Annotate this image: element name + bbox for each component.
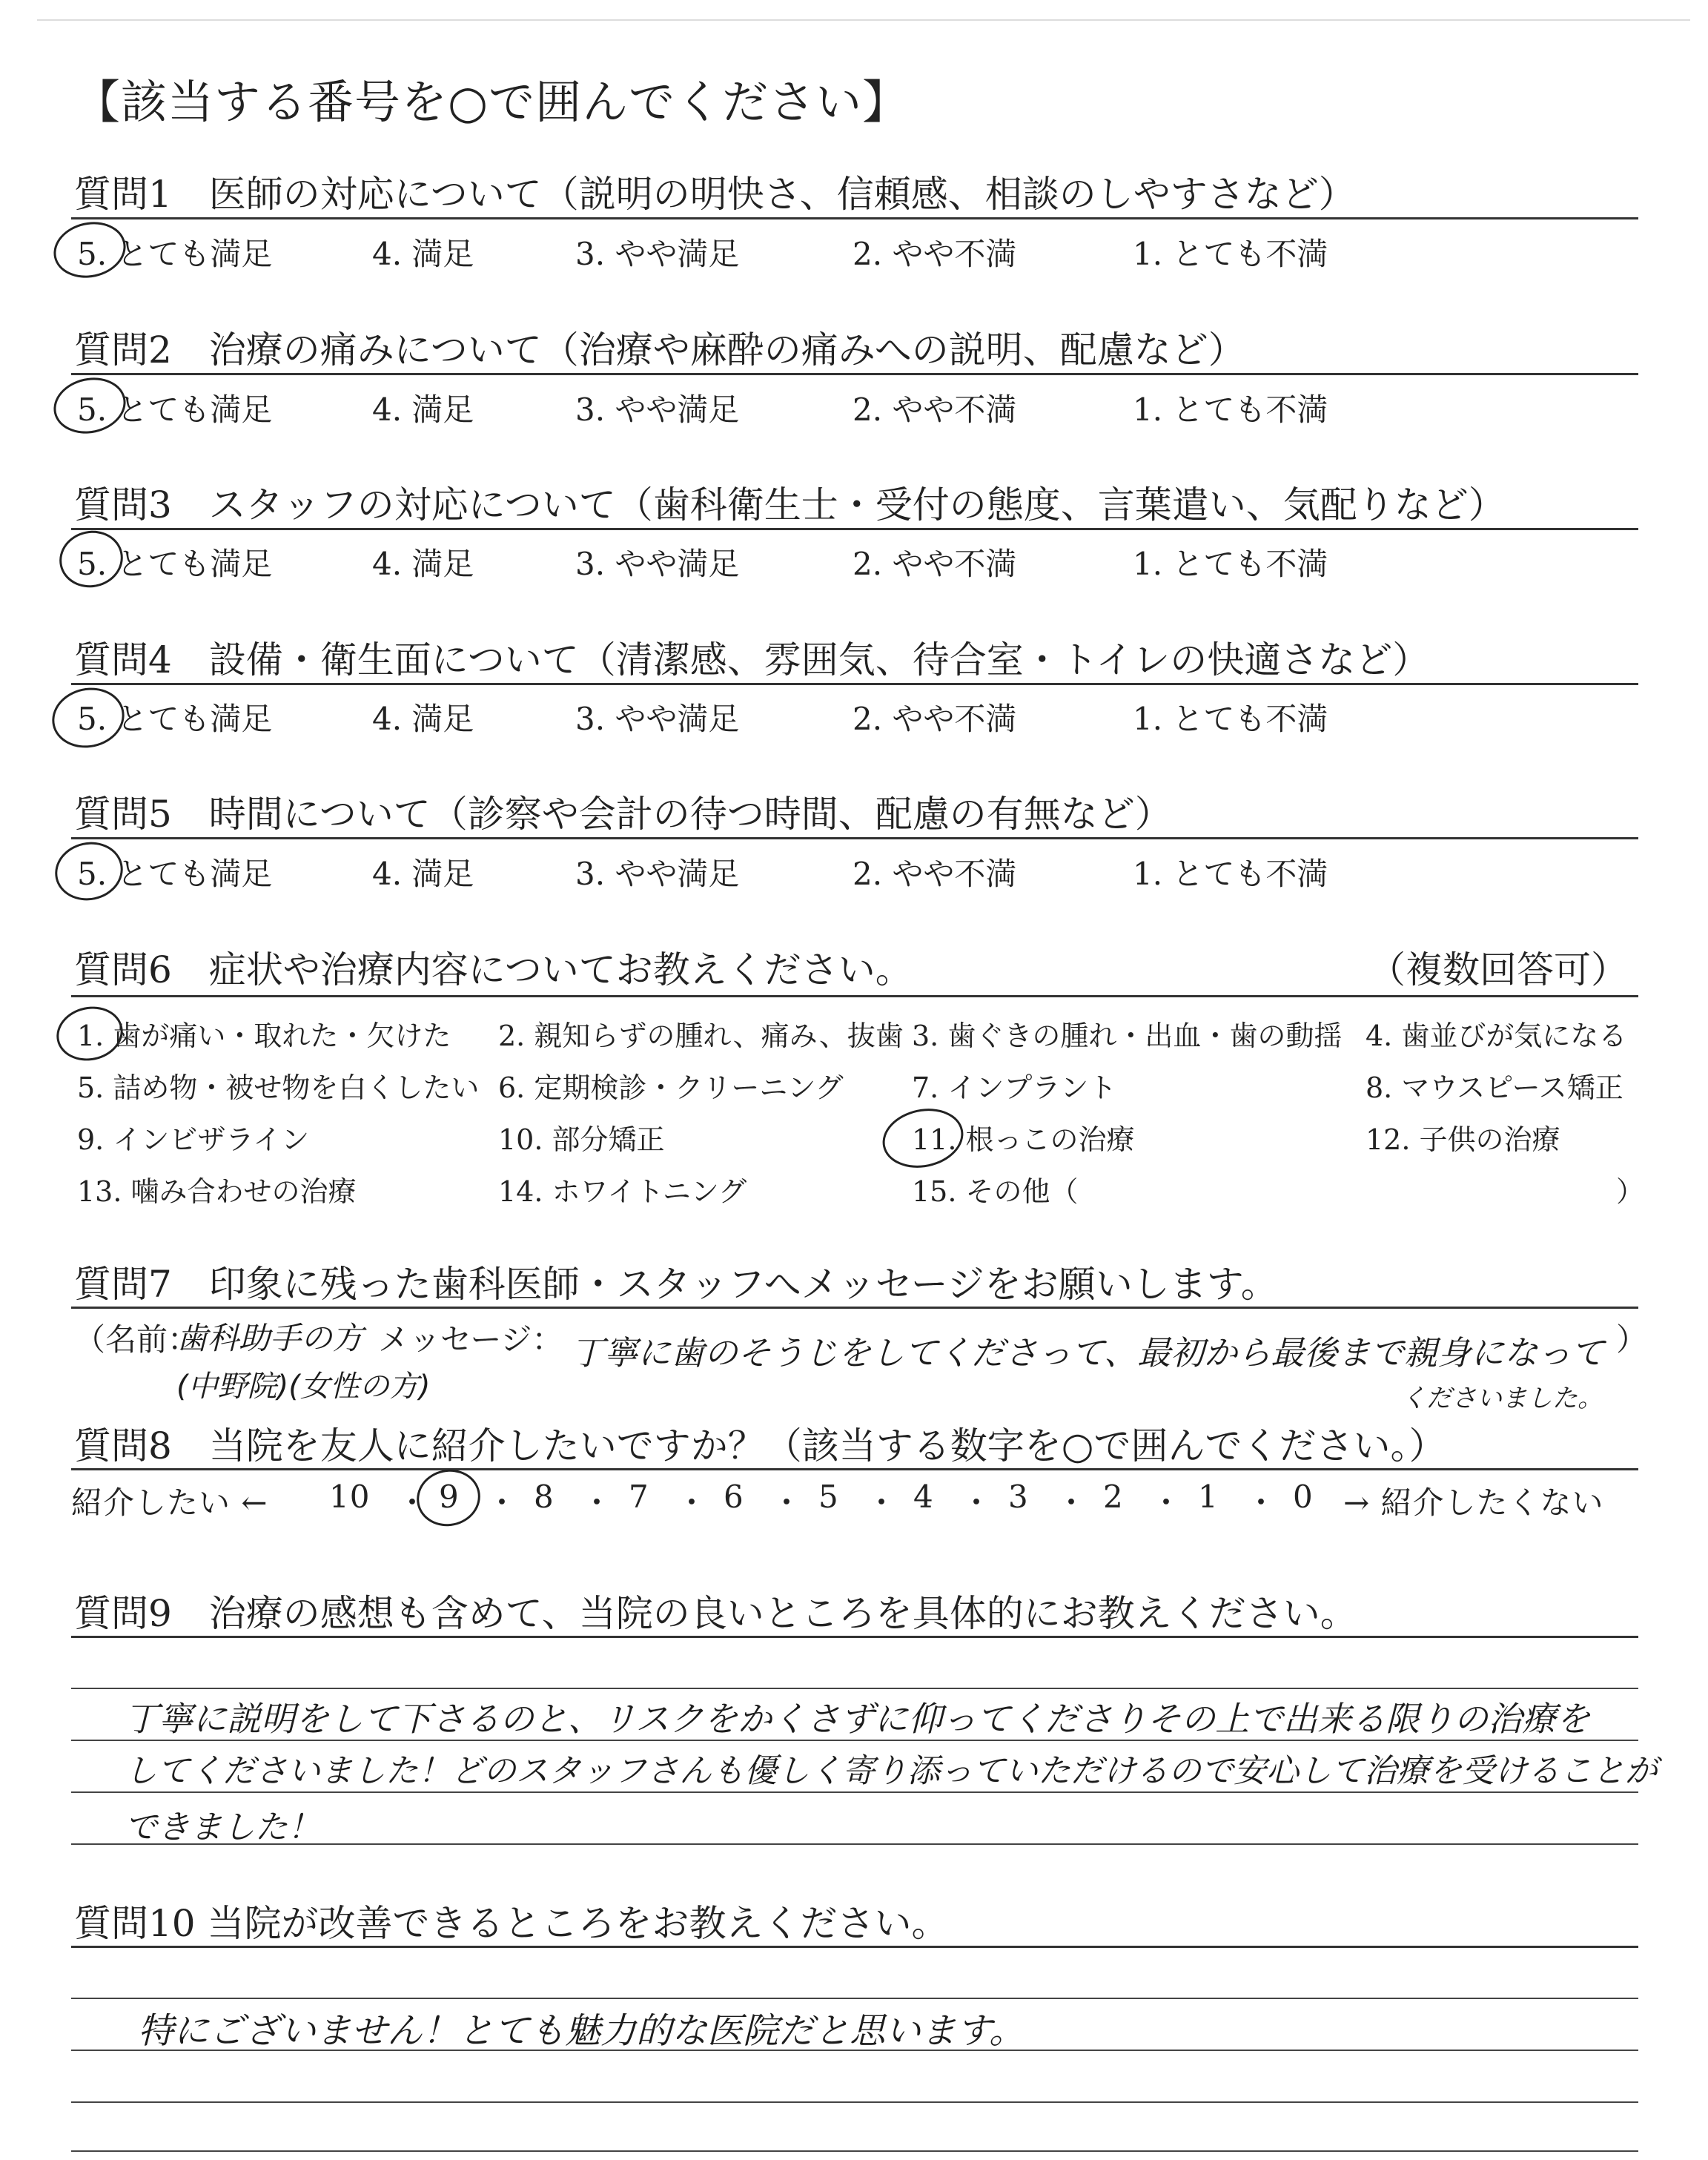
q3-option-1[interactable]: 1. とても不満	[1133, 546, 1328, 582]
q8-scale-5[interactable]: 5	[818, 1479, 839, 1515]
q9-writing-line	[71, 1791, 1638, 1793]
question-10-title: 質問10 当院が改善できるところをお教えください。	[74, 1902, 949, 1945]
q8-dot: ・	[1151, 1484, 1183, 1521]
q8-scale-10[interactable]: 10	[329, 1479, 371, 1515]
q4-option-5[interactable]: 5. とても満足	[77, 701, 273, 737]
q4-option-4[interactable]: 4. 満足	[372, 701, 474, 737]
q1-option-1[interactable]: 1. とても不満	[1133, 236, 1328, 272]
question-1-rule	[71, 217, 1638, 219]
q6-option-8[interactable]: 8. マウスピース矯正	[1366, 1071, 1623, 1104]
q1-option-5[interactable]: 5. とても満足	[77, 236, 273, 272]
q1-option-3[interactable]: 3. やや満足	[575, 236, 740, 272]
question-2-rule	[71, 373, 1638, 375]
q7-message-handwriting-2: くださいました。	[1401, 1384, 1603, 1413]
q4-option-3[interactable]: 3. やや満足	[575, 701, 740, 737]
question-3-title: 質問3 スタッフの対応について（歯科衛生士・受付の態度、言葉遣い、気配りなど）	[74, 483, 1506, 526]
question-10-rule	[71, 1946, 1638, 1948]
q8-scale-1[interactable]: 1	[1198, 1479, 1219, 1515]
q8-right-label: → 紹介したくない	[1343, 1484, 1604, 1521]
question-7-rule	[71, 1307, 1638, 1309]
q8-scale-9[interactable]: 9	[439, 1479, 460, 1515]
q6-option-11[interactable]: 11. 根っこの治療	[912, 1123, 1135, 1156]
q9-writing-line	[71, 1688, 1638, 1689]
question-1-title: 質問1 医師の対応について（説明の明快さ、信頼感、相談のしやすさなど）	[74, 173, 1356, 216]
form-header: 【該当する番号を○で囲んでください】	[74, 75, 910, 129]
question-6-title: 質問6 症状や治療内容についてお教えください。	[74, 948, 913, 991]
q8-dot: ・	[676, 1484, 709, 1521]
q5-option-4[interactable]: 4. 満足	[372, 856, 474, 892]
q6-option-7[interactable]: 7. インプラント	[912, 1071, 1117, 1104]
q6-option-2[interactable]: 2. 親知らずの腫れ、痛み、抜歯	[498, 1020, 904, 1052]
question-4-title: 質問4 設備・衛生面について（清潔感、雰囲気、待合室・トイレの快適さなど）	[74, 638, 1430, 681]
q6-option-5[interactable]: 5. 詰め物・被せ物を白くしたい	[77, 1071, 480, 1104]
q2-option-1[interactable]: 1. とても不満	[1133, 392, 1328, 428]
q1-option-4[interactable]: 4. 満足	[372, 236, 474, 272]
q7-message-label: メッセージ：	[378, 1321, 563, 1358]
q6-selection-circle-1	[51, 1000, 128, 1066]
question-5-rule	[71, 837, 1638, 839]
q2-option-4[interactable]: 4. 満足	[372, 392, 474, 428]
q4-selection-circle	[47, 681, 130, 755]
q7-close-paren: ）	[1616, 1321, 1648, 1358]
q8-scale-6[interactable]: 6	[724, 1479, 744, 1515]
q6-other-close-paren: ）	[1616, 1175, 1645, 1208]
q8-scale-4[interactable]: 4	[913, 1479, 934, 1515]
q9-answer-line-2: してくださいました！どのスタッフさんも優しく寄り添っていただけるので安心して治療を受けることが	[125, 1752, 1658, 1790]
q4-option-2[interactable]: 2. やや不満	[853, 701, 1017, 737]
q8-dot: ・	[771, 1484, 804, 1521]
q9-answer-line-3: できました！	[125, 1809, 320, 1846]
q6-option-12[interactable]: 12. 子供の治療	[1366, 1123, 1560, 1156]
question-8-rule	[71, 1468, 1638, 1470]
q7-name-handwriting-1: 歯科助手の方	[176, 1320, 364, 1356]
q6-option-10[interactable]: 10. 部分矯正	[498, 1123, 665, 1156]
q5-option-2[interactable]: 2. やや不満	[853, 856, 1017, 892]
q5-selection-circle	[50, 836, 128, 906]
q7-message-handwriting-1: 丁寧に歯のそうじをしてくださって、最初から最後まで親身になって	[571, 1333, 1605, 1373]
q10-writing-line	[71, 2150, 1638, 2152]
q2-option-3[interactable]: 3. やや満足	[575, 392, 740, 428]
q8-dot: ・	[1245, 1484, 1278, 1521]
q6-option-14[interactable]: 14. ホワイトニング	[498, 1175, 747, 1208]
q7-name-label: （名前：	[74, 1321, 199, 1358]
q8-scale-2[interactable]: 2	[1103, 1479, 1124, 1515]
q3-option-5[interactable]: 5. とても満足	[77, 546, 273, 582]
q8-scale-8[interactable]: 8	[534, 1479, 555, 1515]
question-9-title: 質問9 治療の感想も含めて、当院の良いところを具体的にお教えください。	[74, 1592, 1357, 1635]
question-5-title: 質問5 時間について（診察や会計の待つ時間、配慮の有無など）	[74, 793, 1172, 836]
q5-option-5[interactable]: 5. とても満足	[77, 856, 273, 892]
q3-option-3[interactable]: 3. やや満足	[575, 546, 740, 582]
question-9-rule	[71, 1636, 1638, 1638]
q8-dot: ・	[866, 1484, 898, 1521]
q5-option-3[interactable]: 3. やや満足	[575, 856, 740, 892]
q4-option-1[interactable]: 1. とても不満	[1133, 701, 1328, 737]
q8-dot: ・	[581, 1484, 614, 1521]
q7-name-handwriting-2: (中野院)(女性の方)	[176, 1370, 431, 1404]
question-8-title: 質問8 当院を友人に紹介したいですか？（該当する数字を○で囲んでください。）	[74, 1424, 1446, 1467]
q6-option-13[interactable]: 13. 噛み合わせの治療	[77, 1175, 357, 1208]
q6-option-4[interactable]: 4. 歯並びが気になる	[1366, 1020, 1627, 1052]
q6-option-9[interactable]: 9. インビザライン	[77, 1123, 310, 1156]
q3-option-4[interactable]: 4. 満足	[372, 546, 474, 582]
question-2-title: 質問2 治療の痛みについて（治療や麻酔の痛みへの説明、配慮など）	[74, 328, 1245, 371]
q6-selection-circle-11	[877, 1101, 969, 1175]
q6-option-15[interactable]: 15. その他（	[912, 1175, 1079, 1208]
q8-dot: ・	[1056, 1484, 1088, 1521]
question-4-rule	[71, 683, 1638, 685]
question-6-note: （複数回答可）	[1368, 948, 1628, 991]
q6-option-6[interactable]: 6. 定期検診・クリーニング	[498, 1071, 844, 1104]
q8-dot: ・	[961, 1484, 993, 1521]
q10-writing-line	[71, 2101, 1638, 2103]
q10-writing-line	[71, 1998, 1638, 1999]
q8-scale-0[interactable]: 0	[1293, 1479, 1314, 1515]
q6-option-1[interactable]: 1. 歯が痛い・取れた・欠けた	[77, 1020, 451, 1052]
q8-dot: ・	[486, 1484, 519, 1521]
q3-option-2[interactable]: 2. やや不満	[853, 546, 1017, 582]
q8-scale-7[interactable]: 7	[629, 1479, 649, 1515]
q2-option-2[interactable]: 2. やや不満	[853, 392, 1017, 428]
q10-answer-line-1: 特にございません！とても魅力的な医院だと思います。	[138, 2010, 1025, 2052]
q5-option-1[interactable]: 1. とても不満	[1133, 856, 1328, 892]
top-border	[37, 19, 1690, 21]
question-7-title: 質問7 印象に残った歯科医師・スタッフへメッセージをお願いします。	[74, 1263, 1278, 1306]
question-3-rule	[71, 528, 1638, 530]
q8-scale-3[interactable]: 3	[1008, 1479, 1029, 1515]
q8-dot: ・	[397, 1484, 429, 1521]
q9-answer-line-1: 丁寧に説明をして下さるのと、リスクをかくさずに仰ってくださりその上で出来る限りの治療を	[125, 1699, 1591, 1739]
question-6-rule	[71, 995, 1638, 997]
q2-option-5[interactable]: 5. とても満足	[77, 392, 273, 428]
q6-option-3[interactable]: 3. 歯ぐきの腫れ・出血・歯の動揺	[912, 1020, 1343, 1052]
q8-left-label: 紹介したい ←	[71, 1484, 268, 1521]
q1-option-2[interactable]: 2. やや不満	[853, 236, 1017, 272]
